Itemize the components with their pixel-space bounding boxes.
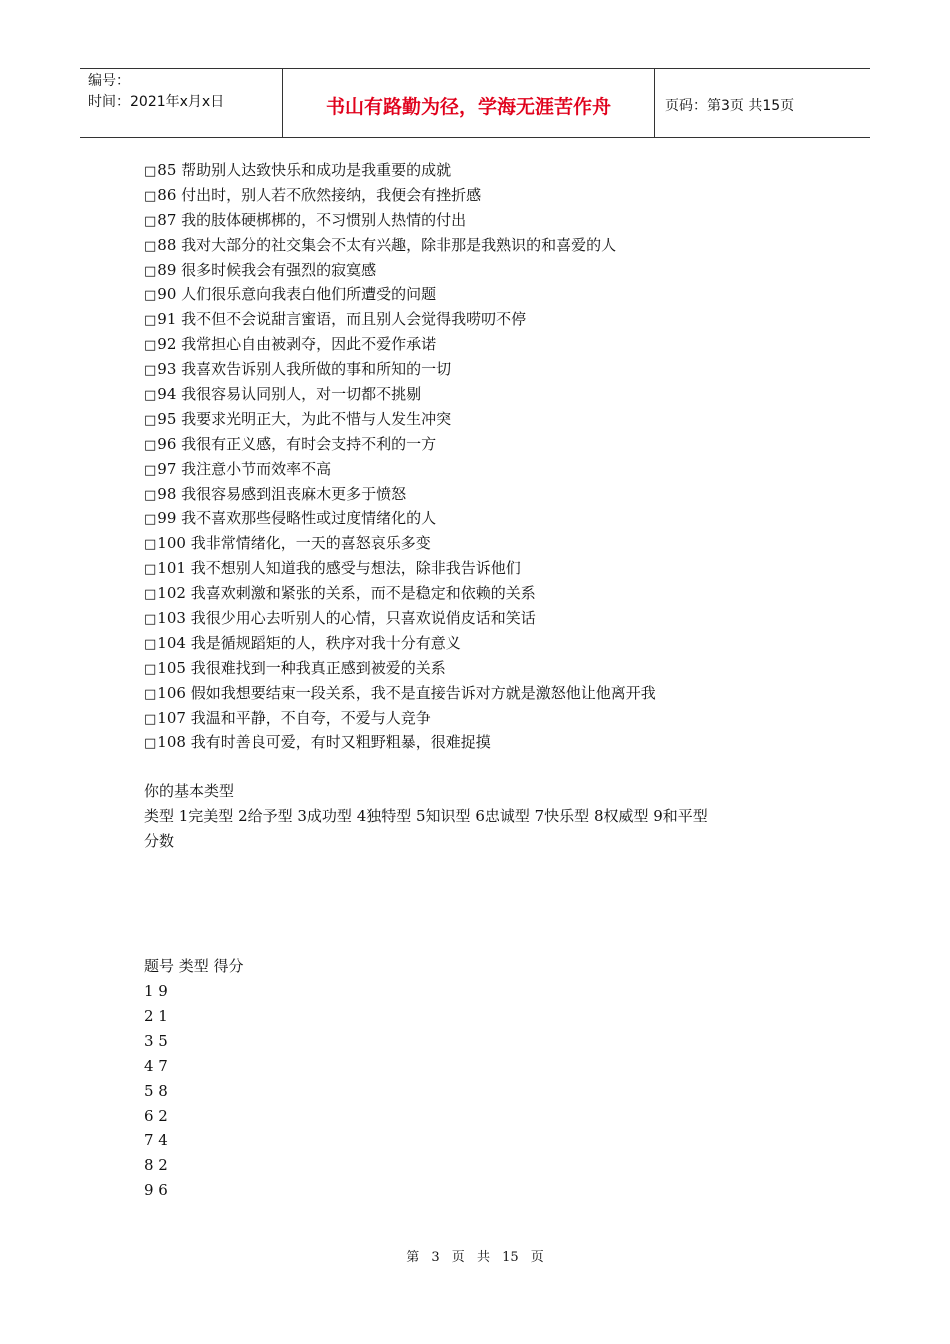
question-text: 我很难找到一种我真正感到被爱的关系 [190,658,446,677]
question-item [144,581,824,606]
question-number: 107 [157,708,186,727]
checkbox-icon[interactable]: □ [144,437,157,453]
question-number: 88 [157,235,177,254]
checkbox-icon[interactable]: □ [144,512,157,528]
question-text: 人们很乐意向我表白他们所遭受的问题 [181,285,437,304]
score-row: 9 6 [144,1181,168,1200]
checkbox-icon[interactable]: □ [144,711,157,727]
question-text: 我的肢体硬梆梆的，不习惯别人热情的付出 [181,210,467,229]
question-item [144,631,824,656]
question-number: 96 [157,434,177,453]
score-table [144,979,824,1203]
question-number: 87 [157,210,177,229]
question-number: 85 [157,161,177,179]
header-meta [80,69,282,137]
checkbox-icon[interactable]: □ [144,164,157,179]
score-row: 5 8 [144,1081,168,1100]
score-row: 8 2 [144,1156,168,1175]
question-number: 99 [157,509,177,528]
question-item [144,307,824,332]
question-text: 我很少用心去听别人的心情，只喜欢说俏皮话和笑话 [190,609,536,628]
question-number: 90 [157,285,177,304]
question-item [144,208,824,233]
question-text: 我不喜欢那些侵略性或过度情绪化的人 [181,509,437,528]
question-item [144,531,824,556]
question-text: 假如我想要结束一段关系，我不是直接告诉对方就是激怒他让他离开我 [190,683,656,702]
question-item [144,183,824,208]
checkbox-icon[interactable]: □ [144,612,157,628]
checkbox-icon[interactable]: □ [144,188,157,204]
question-text: 我温和平静，不自夸，不爱与人竞争 [190,708,431,727]
question-text: 我有时善良可爱，有时又粗野粗暴，很难捉摸 [190,733,491,752]
question-number: 100 [157,534,186,553]
question-text: 帮助别人达致快乐和成功是我重要的成就 [181,161,452,179]
question-text: 我喜欢告诉别人我所做的事和所知的一切 [181,360,452,379]
checkbox-icon[interactable]: □ [144,263,157,279]
question-number: 104 [157,633,186,652]
header-motto: 书山有路勤为径，学海无涯苦作舟 [282,69,655,137]
type-list: 类型 1完美型 2给予型 3成功型 4独特型 5知识型 6忠诚型 7快乐型 8权威型 9和平型 [144,807,708,826]
question-list [144,158,824,755]
checkbox-icon[interactable]: □ [144,462,157,478]
question-item [144,357,824,382]
question-text: 我注意小节而效率不高 [181,459,332,478]
question-text: 我要求光明正大，为此不惜与人发生冲突 [181,409,452,428]
question-item [144,730,824,755]
question-item [144,482,824,507]
score-row: 7 4 [144,1131,168,1150]
checkbox-icon[interactable]: □ [144,686,157,702]
header-page-label: 页码：第3页 共15页 [665,98,795,114]
checkbox-icon[interactable]: □ [144,388,157,404]
question-item [144,656,824,681]
spacer [144,755,824,779]
question-text: 我不但不会说甜言蜜语，而且别人会觉得我唠叨不停 [181,310,527,329]
score-row: 4 7 [144,1056,168,1075]
question-item [144,706,824,731]
footer-word: 页 [530,1250,544,1265]
score-row: 3 5 [144,1031,168,1050]
score-table-header: 题号 类型 得分 [144,957,244,976]
question-text: 我对大部分的社交集会不太有兴趣，除非那是我熟识的和喜爱的人 [181,235,617,254]
question-number: 101 [157,559,186,578]
question-item [144,556,824,581]
question-number: 86 [157,185,177,204]
checkbox-icon[interactable]: □ [144,338,157,354]
question-item [144,332,824,357]
question-number: 92 [157,335,177,354]
footer-word: 第 [406,1250,420,1265]
footer-current-page: 3 [431,1250,440,1265]
score-row: 1 9 [144,982,168,1001]
checkbox-icon[interactable]: □ [144,313,157,329]
question-number: 105 [157,658,186,677]
checkbox-icon[interactable]: □ [144,363,157,379]
question-text: 我非常情绪化，一天的喜怒哀乐多变 [190,534,431,553]
score-label: 分数 [144,832,175,851]
question-number: 106 [157,683,186,702]
question-text: 我很容易感到沮丧麻木更多于愤怒 [181,484,407,503]
score-row: 2 1 [144,1006,168,1025]
checkbox-icon[interactable]: □ [144,487,157,503]
checkbox-icon[interactable]: □ [144,661,157,677]
question-item [144,407,824,432]
question-number: 89 [157,260,177,279]
document-number-label: 编号： [88,73,130,89]
question-item [144,233,824,258]
question-item [144,457,824,482]
question-text: 我喜欢刺激和紧张的关系，而不是稳定和依赖的关系 [190,584,536,603]
checkbox-icon[interactable]: □ [144,288,157,304]
question-item [144,606,824,631]
question-text: 我很容易认同别人，对一切都不挑剔 [181,385,422,404]
checkbox-icon[interactable]: □ [144,238,157,254]
checkbox-icon[interactable]: □ [144,562,157,578]
question-text: 我不想别人知道我的感受与想法，除非我告诉他们 [190,559,521,578]
question-item [144,382,824,407]
checkbox-icon[interactable]: □ [144,587,157,603]
question-number: 94 [157,385,177,404]
document-date-label: 时间：2021年x月x日 [88,94,225,110]
question-number: 91 [157,310,177,329]
question-item [144,258,824,283]
checkbox-icon[interactable]: □ [144,412,157,428]
question-text: 我常担心自由被剥夺，因此不爱作承诺 [181,335,437,354]
question-text: 我是循规蹈矩的人，秩序对我十分有意义 [190,633,461,652]
question-number: 95 [157,409,177,428]
question-number: 98 [157,484,177,503]
question-item [144,158,824,183]
question-text: 付出时，别人若不欣然接纳，我便会有挫折感 [181,185,482,204]
score-row: 6 2 [144,1106,168,1125]
page-header [80,68,870,138]
question-number: 103 [157,609,186,628]
spacer [144,854,824,954]
question-number: 108 [157,733,186,752]
checkbox-icon[interactable]: □ [144,736,157,752]
question-text: 我很有正义感，有时会支持不利的一方 [181,434,437,453]
question-item [144,506,824,531]
checkbox-icon[interactable]: □ [144,213,157,229]
checkbox-icon[interactable]: □ [144,537,157,553]
footer-word: 页 [451,1250,465,1265]
basic-type-heading: 你的基本类型 [144,782,235,801]
question-text: 很多时候我会有强烈的寂寞感 [181,260,377,279]
question-number: 97 [157,459,177,478]
footer-total-pages: 15 [502,1250,519,1265]
question-item [144,681,824,706]
question-item [144,432,824,457]
checkbox-icon[interactable]: □ [144,636,157,652]
page-footer [0,1246,950,1265]
question-number: 102 [157,584,186,603]
document-body [144,158,824,1203]
footer-word: 共 [476,1250,490,1265]
question-item [144,282,824,307]
question-number: 93 [157,360,177,379]
